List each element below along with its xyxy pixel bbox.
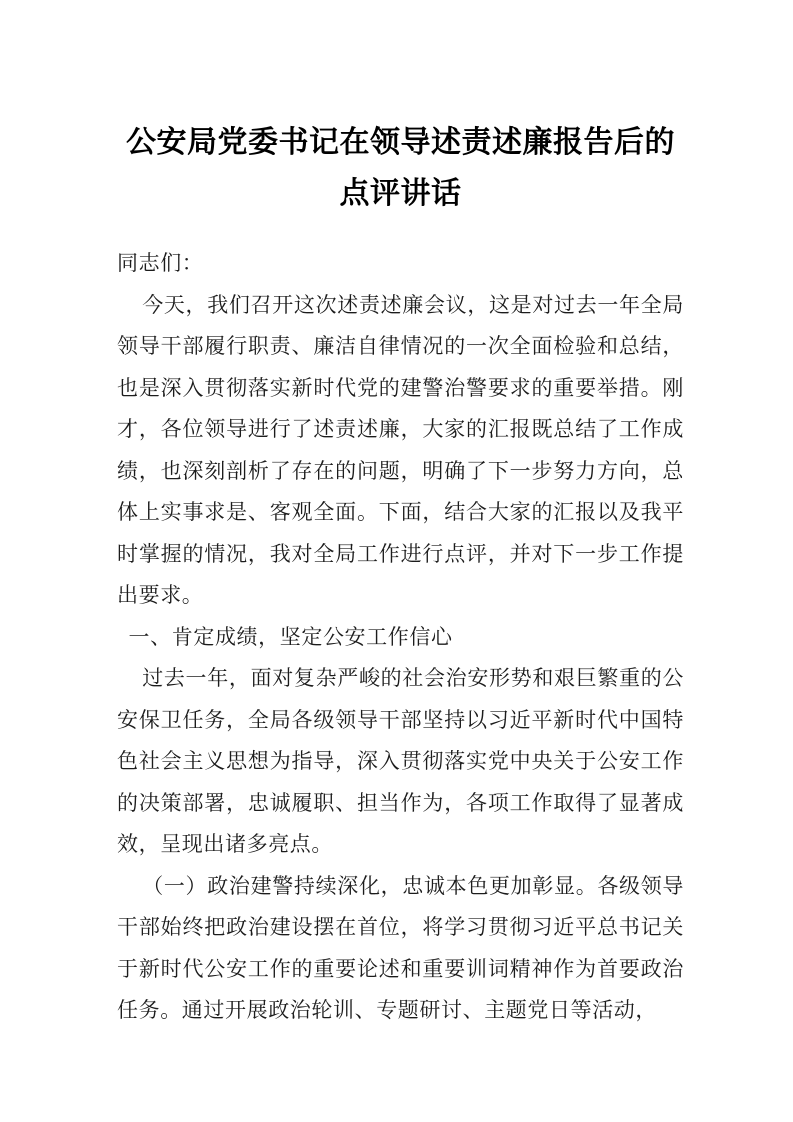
paragraph-section-1-intro: 过去一年，面对复杂严峻的社会治安形势和艰巨繁重的公安保卫任务，全局各级领导干部坚持以习近平新时代中国特色社会主义思想为指导，深入贯彻落实党中央关于公安工作的决策部署，忠诚履职、担当作为，各项工作取得了显著成效，呈现出诸多亮点。 xyxy=(117,666,684,856)
document-body xyxy=(117,243,684,1032)
document-title: 公安局党委书记在领导述责述廉报告后的点评讲话 xyxy=(126,126,675,210)
paragraph-subsection-1: （一）政治建警持续深化，忠诚本色更加彰显。各级领导干部始终把政治建设摆在首位，将学习贯彻习近平总书记关于新时代公安工作的重要论述和重要训词精神作为首要政治任务。通过开展政治轮训、专题研讨、主题党日等活动， xyxy=(117,873,684,1022)
salutation-line: 同志们： xyxy=(117,251,204,275)
section-heading-1: 一、肯定成绩，坚定公安工作信心 xyxy=(128,624,453,649)
paragraph-opening: 今天，我们召开这次述责述廉会议，这是对过去一年全局领导干部履行职责、廉洁自律情况的一次全面检验和总结，也是深入贯彻落实新时代党的建警治警要求的重要举措。刚才，各位领导进行了述责述廉，大家的汇报既总结了工作成绩，也深刻剖析了存在的问题，明确了下一步努力方向，总体上实事求是、客观全面。下面，结合大家的汇报以及我平时掌握的情况，我对全局工作进行点评，并对下一步工作提出要求。 xyxy=(117,292,684,607)
